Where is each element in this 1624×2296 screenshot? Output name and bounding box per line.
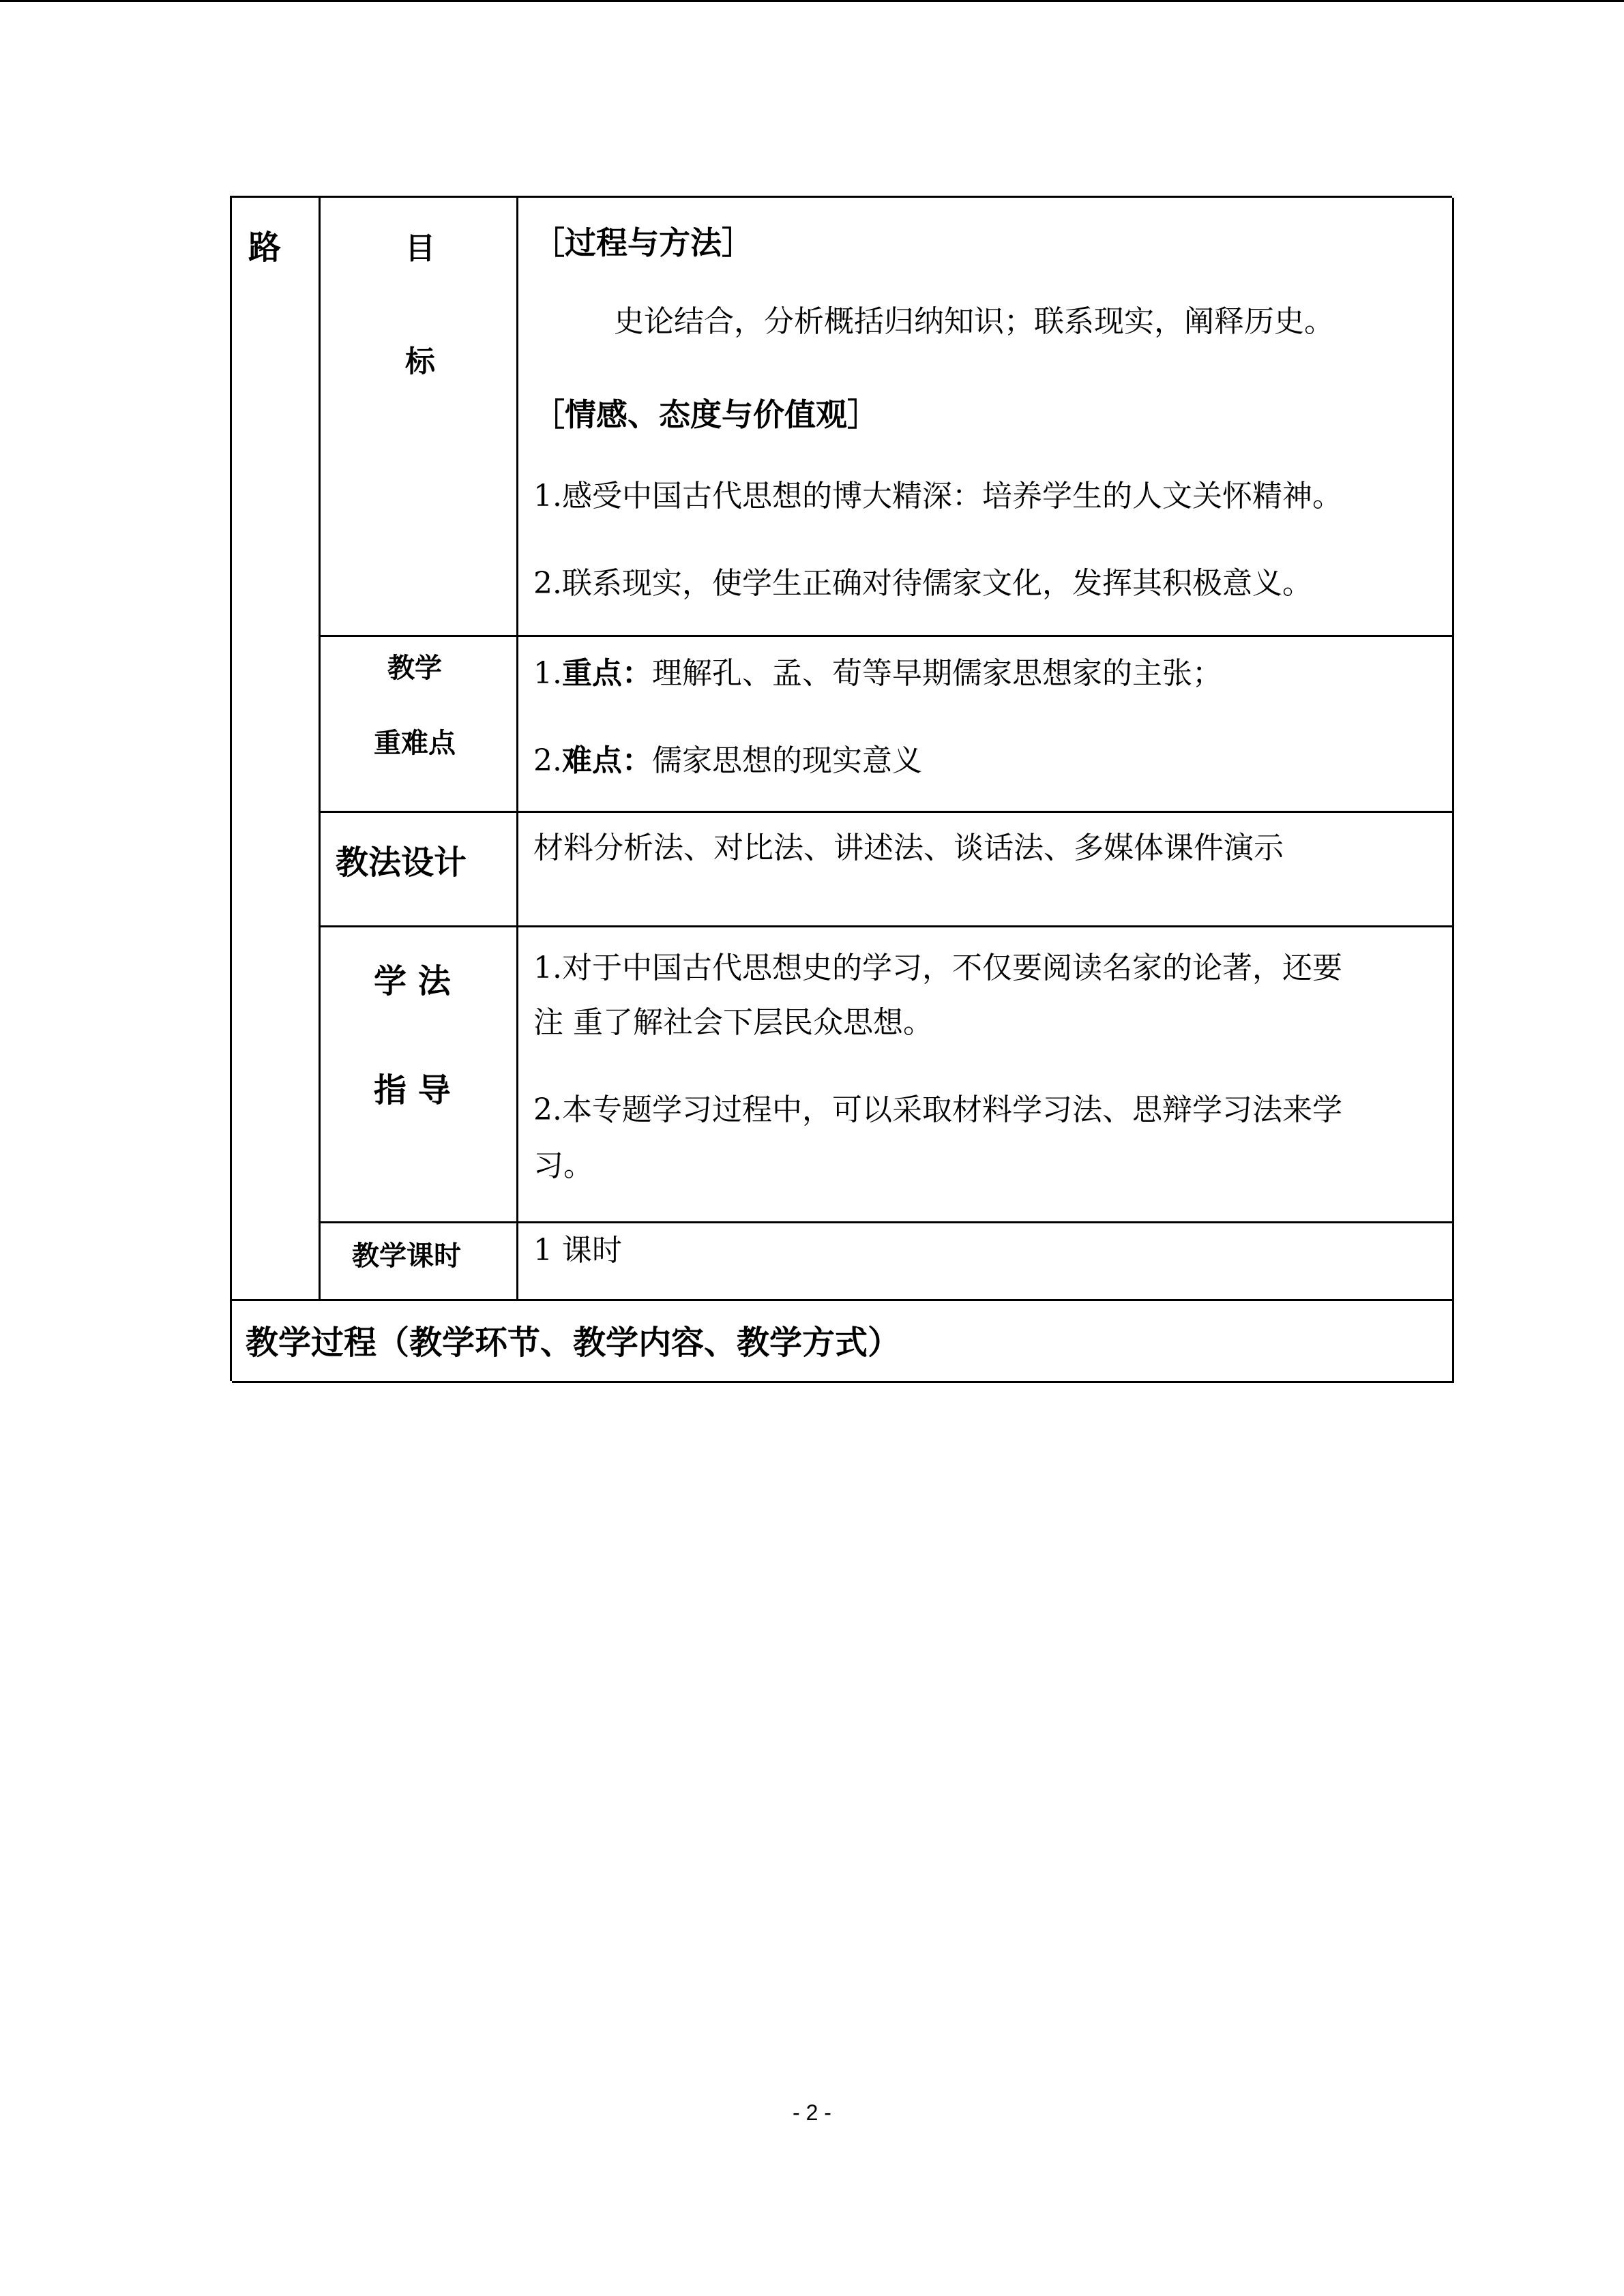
goals-label-cell: [321, 198, 518, 637]
page-top-border: [0, 0, 1624, 2]
goals-content-cell: [518, 198, 1454, 637]
key-point-text: 理解孔、孟、荀等早期儒家思想家的主张；: [651, 656, 1222, 691]
road-cell: [232, 198, 321, 1301]
key-point-tag: 重点：: [561, 656, 652, 691]
key-points-label-top: 教学: [387, 652, 442, 684]
teaching-method-text: 材料分析法、对比法、讲述法、谈话法、多媒体课件演示: [533, 831, 1284, 865]
teaching-method-content-cell: [518, 813, 1454, 927]
learning-guide-label-top: 学 法: [374, 962, 451, 1000]
hours-label: 教学课时: [352, 1240, 461, 1272]
learning-guide-label-bottom: 指 导: [374, 1071, 451, 1109]
teaching-method-label: 教法设计: [336, 844, 467, 882]
goals-label-bottom: 标: [405, 344, 435, 379]
difficult-point-number: 2.: [533, 743, 562, 778]
hours-label-cell: [321, 1223, 518, 1301]
learning-guide-item-1-line-1: 1.对于中国古代思想史的学习，不仅要阅读名家的论著，还要: [533, 951, 1342, 985]
learning-guide-content-cell: [518, 927, 1454, 1223]
process-method-heading: ［过程与方法］: [533, 224, 753, 261]
learning-guide-item-2-line-1: 2.本专题学习过程中，可以采取材料学习法、思辩学习法来学: [533, 1092, 1342, 1127]
key-points-label-bottom: 重难点: [374, 727, 456, 759]
emotion-heading: ［情感、态度与价值观］: [533, 396, 879, 433]
process-method-text: 史论结合，分析概括归纳知识；联系现实，阐释历史。: [614, 304, 1334, 339]
learning-guide-label-cell: [321, 927, 518, 1223]
learning-guide-item-2-line-2: 习。: [533, 1148, 593, 1183]
difficult-point-tag: 难点：: [561, 743, 652, 778]
key-points-content-cell: [518, 637, 1454, 813]
difficult-point-item: [533, 743, 922, 778]
emotion-item-1: 1.感受中国古代思想的博大精深：培养学生的人文关怀精神。: [533, 479, 1342, 513]
difficult-point-text: 儒家思想的现实意义: [651, 743, 922, 778]
learning-guide-item-1-line-2: 注 重了解社会下层民众思想。: [533, 1005, 933, 1040]
teaching-method-label-cell: [321, 813, 518, 927]
teaching-process-cell: [232, 1301, 1454, 1383]
hours-content-cell: [518, 1223, 1454, 1301]
teaching-process-title: 教学过程（教学环节、教学内容、教学方式）: [246, 1324, 901, 1362]
emotion-item-2: 2.联系现实，使学生正确对待儒家文化，发挥其积极意义。: [533, 566, 1312, 601]
road-label: 路: [248, 228, 282, 267]
lesson-plan-table: [230, 196, 1452, 1381]
goals-label-top: 目: [405, 231, 435, 266]
key-points-label-cell: [321, 637, 518, 813]
hours-value: 1 课时: [533, 1233, 622, 1268]
page-number: - 2 -: [793, 2100, 831, 2125]
key-point-number: 1.: [533, 656, 562, 691]
key-point-item: [533, 656, 1222, 691]
